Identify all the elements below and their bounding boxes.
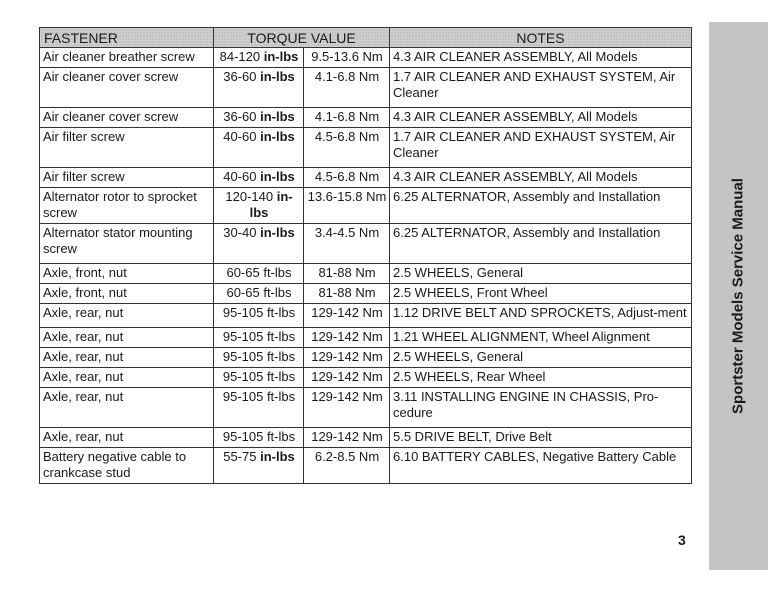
- table-row: [40, 168, 692, 188]
- fastener-cell: Axle, rear, nut: [40, 348, 214, 368]
- torque-value-cell: [214, 448, 304, 484]
- notes-cell: 6.10 BATTERY CABLES, Negative Battery Cable: [390, 448, 692, 484]
- torque-table: [39, 27, 692, 484]
- fastener-cell: Axle, front, nut: [40, 284, 214, 304]
- page-number: 3: [678, 532, 686, 548]
- notes-cell: 3.11 INSTALLING ENGINE IN CHASSIS, Pro-cedure: [390, 388, 692, 428]
- table-row: [40, 68, 692, 108]
- torque-unit: in-lbs: [260, 449, 295, 464]
- torque-value-cell: [214, 348, 304, 368]
- torque-unit: in-lbs: [260, 69, 295, 84]
- torque-value: 40-60: [223, 169, 257, 184]
- table-row: [40, 264, 692, 284]
- notes-cell: 6.25 ALTERNATOR, Assembly and Installation: [390, 224, 692, 264]
- fastener-cell: Air cleaner cover screw: [40, 108, 214, 128]
- manual-title: Sportster Models Service Manual: [729, 178, 747, 414]
- torque-nm-cell: 81-88 Nm: [304, 284, 390, 304]
- torque-value: 40-60: [223, 129, 257, 144]
- torque-value-cell: [214, 48, 304, 68]
- torque-value-cell: [214, 284, 304, 304]
- table-row: [40, 128, 692, 168]
- torque-value-cell: [214, 428, 304, 448]
- torque-nm-cell: 129-142 Nm: [304, 428, 390, 448]
- notes-cell: 2.5 WHEELS, General: [390, 264, 692, 284]
- torque-value: 84-120: [219, 49, 261, 64]
- notes-cell: 6.25 ALTERNATOR, Assembly and Installation: [390, 188, 692, 224]
- torque-nm-cell: 129-142 Nm: [304, 328, 390, 348]
- fastener-cell: Axle, rear, nut: [40, 388, 214, 428]
- torque-value-cell: [214, 188, 304, 224]
- torque-value: 60-65 ft-lbs: [226, 285, 292, 300]
- torque-value: 95-105 ft-lbs: [222, 389, 296, 404]
- table-row: [40, 388, 692, 428]
- fastener-cell: Air cleaner cover screw: [40, 68, 214, 108]
- torque-value-cell: [214, 128, 304, 168]
- torque-value: 60-65 ft-lbs: [226, 265, 292, 280]
- table-row: [40, 368, 692, 388]
- torque-unit: in-lbs: [263, 49, 299, 64]
- torque-nm-cell: 129-142 Nm: [304, 348, 390, 368]
- header-notes: NOTES: [390, 28, 692, 48]
- torque-value: 55-75: [223, 449, 257, 464]
- torque-unit: in-lbs: [260, 225, 295, 240]
- fastener-cell: Air filter screw: [40, 128, 214, 168]
- torque-value-cell: [214, 304, 304, 328]
- torque-value: 36-60: [223, 69, 257, 84]
- fastener-cell: Battery negative cable to crankcase stud: [40, 448, 214, 484]
- notes-cell: 4.3 AIR CLEANER ASSEMBLY, All Models: [390, 168, 692, 188]
- torque-nm-cell: 4.5-6.8 Nm: [304, 128, 390, 168]
- fastener-cell: Axle, rear, nut: [40, 368, 214, 388]
- torque-value-cell: [214, 168, 304, 188]
- fastener-cell: Alternator rotor to sprocket screw: [40, 188, 214, 224]
- fastener-cell: Axle, rear, nut: [40, 304, 214, 328]
- torque-value-cell: [214, 108, 304, 128]
- table-row: [40, 224, 692, 264]
- torque-value-cell: [214, 224, 304, 264]
- torque-value-cell: [214, 264, 304, 284]
- torque-value-cell: [214, 68, 304, 108]
- fastener-cell: Axle, rear, nut: [40, 428, 214, 448]
- table-row: [40, 284, 692, 304]
- torque-value: 36-60: [223, 109, 257, 124]
- notes-cell: 2.5 WHEELS, Rear Wheel: [390, 368, 692, 388]
- header-fastener: FASTENER: [40, 28, 214, 48]
- torque-nm-cell: 129-142 Nm: [304, 368, 390, 388]
- torque-unit: in-lbs: [249, 189, 293, 220]
- notes-cell: 4.3 AIR CLEANER ASSEMBLY, All Models: [390, 108, 692, 128]
- torque-value: 30-40: [223, 225, 257, 240]
- torque-value: 120-140: [225, 189, 274, 204]
- torque-nm-cell: 9.5-13.6 Nm: [304, 48, 390, 68]
- table-row: [40, 108, 692, 128]
- notes-cell: 1.7 AIR CLEANER AND EXHAUST SYSTEM, Air Cleaner: [390, 68, 692, 108]
- side-tab: [709, 22, 768, 570]
- torque-unit: in-lbs: [260, 169, 295, 184]
- torque-nm-cell: 81-88 Nm: [304, 264, 390, 284]
- torque-nm-cell: 4.1-6.8 Nm: [304, 108, 390, 128]
- notes-cell: 2.5 WHEELS, General: [390, 348, 692, 368]
- header-torque-value: TORQUE VALUE: [214, 28, 390, 48]
- notes-cell: 1.7 AIR CLEANER AND EXHAUST SYSTEM, Air Cleaner: [390, 128, 692, 168]
- table-row: [40, 448, 692, 484]
- fastener-cell: Air cleaner breather screw: [40, 48, 214, 68]
- torque-value-cell: [214, 388, 304, 428]
- table-header-row: [40, 28, 692, 48]
- notes-cell: 1.21 WHEEL ALIGNMENT, Wheel Alignment: [390, 328, 692, 348]
- table-row: [40, 328, 692, 348]
- torque-nm-cell: 13.6-15.8 Nm: [304, 188, 390, 224]
- table-row: [40, 48, 692, 68]
- torque-nm-cell: 4.5-6.8 Nm: [304, 168, 390, 188]
- torque-nm-cell: 4.1-6.8 Nm: [304, 68, 390, 108]
- table-row: [40, 188, 692, 224]
- fastener-cell: Alternator stator mounting screw: [40, 224, 214, 264]
- torque-nm-cell: 129-142 Nm: [304, 388, 390, 428]
- torque-value-cell: [214, 368, 304, 388]
- torque-unit: in-lbs: [260, 129, 295, 144]
- table-row: [40, 304, 692, 328]
- torque-nm-cell: 3.4-4.5 Nm: [304, 224, 390, 264]
- fastener-cell: Axle, rear, nut: [40, 328, 214, 348]
- torque-unit: in-lbs: [260, 109, 295, 124]
- torque-nm-cell: 6.2-8.5 Nm: [304, 448, 390, 484]
- torque-value: 95-105 ft-lbs: [222, 349, 296, 364]
- fastener-cell: Axle, front, nut: [40, 264, 214, 284]
- notes-cell: 1.12 DRIVE BELT AND SPROCKETS, Adjust-ment: [390, 304, 692, 328]
- torque-value: 95-105 ft-lbs: [222, 369, 296, 384]
- torque-value: 95-105 ft-lbs: [222, 329, 296, 344]
- fastener-cell: Air filter screw: [40, 168, 214, 188]
- torque-nm-cell: 129-142 Nm: [304, 304, 390, 328]
- torque-value-cell: [214, 328, 304, 348]
- table-row: [40, 428, 692, 448]
- notes-cell: 2.5 WHEELS, Front Wheel: [390, 284, 692, 304]
- notes-cell: 5.5 DRIVE BELT, Drive Belt: [390, 428, 692, 448]
- table-row: [40, 348, 692, 368]
- notes-cell: 4.3 AIR CLEANER ASSEMBLY, All Models: [390, 48, 692, 68]
- torque-value: 95-105 ft-lbs: [222, 305, 296, 320]
- torque-value: 95-105 ft-lbs: [222, 429, 296, 444]
